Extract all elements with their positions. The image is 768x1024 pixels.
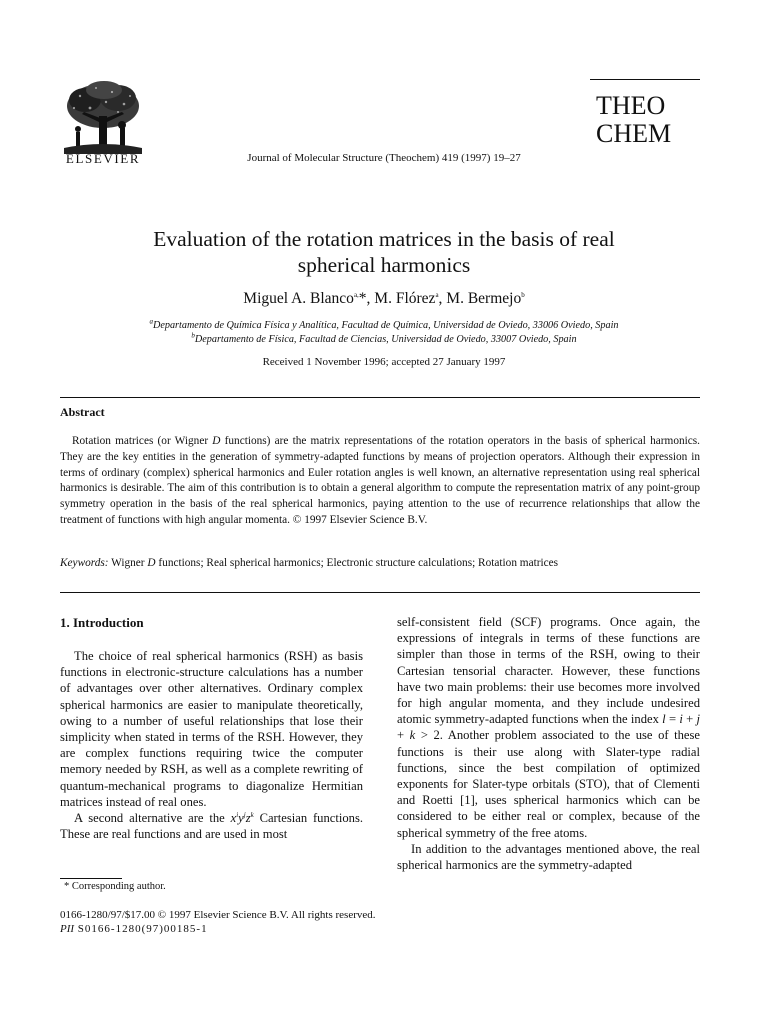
footnote-rule bbox=[60, 878, 122, 879]
intro-p2-end: Cartesian functions. These are real functions and are used in most bbox=[60, 811, 364, 842]
journal-brand bbox=[596, 92, 671, 148]
title-line-2: spherical harmonics bbox=[297, 253, 471, 277]
abstract-body bbox=[60, 434, 700, 529]
publisher-name: ELSEVIER bbox=[65, 151, 141, 166]
pii-line bbox=[60, 923, 208, 935]
brand-chem: CHEM bbox=[596, 119, 672, 148]
author-blanco: Miguel A. Blanco bbox=[243, 290, 354, 307]
corresponding-star: * bbox=[358, 290, 367, 307]
affiliation-a-text: Departamento de Química Física y Analítica, Facultad de Química, Universidad de Oviedo, 33006 Oviedo, Spain bbox=[152, 320, 619, 331]
keywords-pre: Wigner bbox=[108, 557, 148, 569]
keywords-label: Keywords: bbox=[60, 557, 109, 569]
author-blanco-aff: a, bbox=[353, 290, 359, 299]
left-column bbox=[60, 648, 363, 842]
right-column bbox=[397, 614, 700, 873]
abstract-italic-d: D bbox=[212, 435, 221, 447]
journal-brand-rule bbox=[590, 79, 700, 80]
intro-p2-start: A second alternative are the bbox=[74, 811, 231, 826]
abstract-text-a: Rotation matrices (or Wigner bbox=[72, 435, 213, 447]
author-bermejo: , M. Bermejo bbox=[438, 290, 522, 307]
right-p1-end: > 2. Another problem associated to the use of these functions is their use along with Slater-type radial functions, since the best compilation of optimized exponents for Slater-type orbitals (STO), that of Clementi and Roetti [1], uses spherical harmonics which can be considered to be either real or complex, because of the spherical symmetry of the free atoms. bbox=[397, 728, 700, 840]
received-dates: Received 1 November 1996; accepted 27 January 1997 bbox=[262, 356, 506, 368]
journal-citation: Journal of Molecular Structure (Theochem) 419 (1997) 19–27 bbox=[247, 152, 521, 164]
xyz-formula: $x^iy^jz^k$ bbox=[230, 810, 254, 826]
index-formula: l bbox=[662, 712, 666, 727]
abstract-heading: Abstract bbox=[60, 405, 105, 419]
footnote: * Corresponding author. bbox=[64, 881, 166, 892]
author-list bbox=[0, 290, 768, 308]
author-florez: , M. Flórez bbox=[366, 290, 436, 307]
keywords bbox=[60, 557, 700, 569]
right-p1-start: self-consistent field (SCF) programs. Once again, the expressions of integrals in terms of these functions are simpler than those in terms of the RSH, owing to their Cartesian tensorial character. However, these functions have two main problems: their use becomes more involved for high angular momenta, and they include undesired atomic symmetry-adapted functions when the index bbox=[397, 615, 700, 727]
affiliation-b-text: Departamento de Física, Facultad de Ciencias, Universidad de Oviedo, 33007 Oviedo, Spain bbox=[194, 334, 577, 345]
affiliation-b bbox=[0, 331, 768, 345]
copyright-line: 0166-1280/97/$17.00 © 1997 Elsevier Science B.V. All rights reserved. bbox=[60, 909, 376, 921]
brand-theo: THEO bbox=[596, 91, 666, 120]
paper-title bbox=[96, 226, 672, 278]
intro-paragraph-1: The choice of real spherical harmonics (RSH) as basis functions in electronic-structure calculations has a number of advantages over other alternatives. Ordinary complex spherical harmonics are easier to manipulate theoretically, owing to a number of useful relationships that lose their simplicity when stated in terms of the RSH. However, they are complex functions requiring twice the computer memory needed by RSH, as well as a complete rewriting of quantum-mechanical programs to diagonalize Hermitian matrices instead of real ones. bbox=[60, 649, 363, 809]
pii-label: PII bbox=[60, 923, 75, 935]
affiliation-b-mark: b bbox=[191, 331, 195, 340]
keywords-list: functions; Real spherical harmonics; Electronic structure calculations; Rotation matrices bbox=[155, 557, 559, 569]
section-heading: 1. Introduction bbox=[60, 615, 144, 630]
abstract-bottom-rule bbox=[60, 592, 700, 593]
right-paragraph-2: In addition to the advantages mentioned above, the real spherical harmonics are the symmetry-adapted bbox=[397, 841, 700, 873]
elsevier-tree-logo-icon bbox=[60, 78, 146, 162]
author-bermejo-aff: b bbox=[521, 290, 525, 299]
pii-value: S0166-1280(97)00185-1 bbox=[74, 923, 208, 935]
abstract-text-b: functions) are the matrix representations of the rotation operators in the basis of spherical harmonics. They are the key entities in the generation of symmetry-adapted functions by means of projection operators. Although their expression in terms of ordinary (complex) spherical harmonics and Euler rotation angles is well known, an alternative representation using real spherical harmonics is desirable. The aim of this contribution is to obtain a general algorithm to compute the representation matrix of any point-group symmetry operation in the basis of the real spherical harmonics, paying attention to the use of recurrence relationships that allow the treatment of functions with high angular momenta. © 1997 Elsevier Science B.V. bbox=[60, 435, 700, 526]
intro-paragraph-2 bbox=[60, 810, 363, 842]
keywords-italic-d: D bbox=[147, 557, 156, 569]
title-line-1: Evaluation of the rotation matrices in the basis of real bbox=[153, 227, 615, 251]
author-florez-aff: a bbox=[435, 290, 439, 299]
right-paragraph-1: self-consistent field (SCF) programs. Once again, the expressions of integrals in terms of these functions are simpler than those in terms of the RSH, owing to their Cartesian tensorial character. However, these functions have two main problems: their use becomes more involved for high angular momenta, and they include undesired atomic symmetry-adapted functions when the index l = i + j + k > 2. Another problem associated to the use of these functions is their use along with Slater-type radial functions, since the best compilation of optimized exponents for Slater-type orbitals (STO), that of Clementi and Roetti [1], uses spherical harmonics which can be considered to be either real or complex, because of the spherical symmetry of the free atoms. bbox=[397, 615, 700, 840]
affiliation-a bbox=[0, 317, 768, 331]
abstract-top-rule bbox=[60, 397, 700, 398]
affiliation-a-mark: a bbox=[149, 317, 153, 326]
